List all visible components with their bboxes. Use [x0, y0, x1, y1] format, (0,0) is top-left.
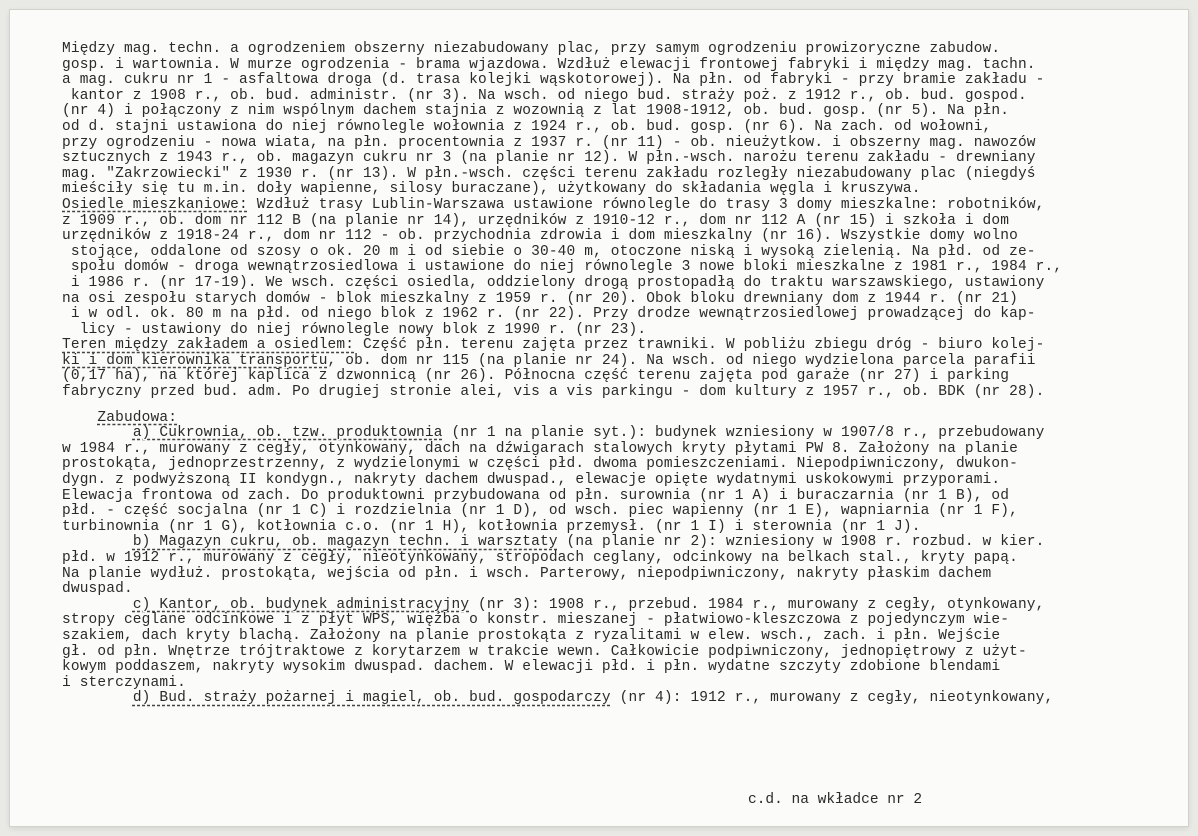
text-line: szakiem, dach kryty blachą. Założony na planie prostokąta z ryzalitami w elew. wsch., zach. i płn. Wejście: [62, 627, 1001, 644]
text-line: sztucznych z 1943 r., ob. magazyn cukru nr 3 (na planie nr 12). W płn.-wsch. narożu terenu zakładu - drewniany: [62, 150, 1036, 167]
item-heading-d: d) Bud. straży pożarnej i magiel, ob. bud. gospodarczy: [132, 690, 611, 707]
section-osiedle-first-line: [62, 198, 1194, 214]
text-line: urzędników z 1918-24 r., dom nr 112 - ob. przychodnia zdrowia i dom mieszkalny (nr 16). Wszystkie domy wolno: [62, 228, 1018, 245]
text-segment: Część płn. terenu zajęta przez trawniki. W pobliżu zbiegu dróg - biuro kolej-: [354, 337, 1045, 354]
section-heading-teren: Teren między zakładem a osiedlem:: [62, 337, 355, 354]
text-line: Między mag. techn. a ogrodzeniem obszerny niezabudowany plac, przy samym ogrodzeniu prowizoryczne zabudow.: [62, 41, 1001, 57]
text-segment: (nr 1 na planie syt.): budynek wzniesiony w 1907/8 r., przebudowany: [442, 425, 1045, 442]
text-line: a mag. cukru nr 1 - asfaltowa droga (d. trasa kolejki wąskotorowej). Na płn. od fabryki - przy bramie zakładu -: [62, 72, 1045, 89]
text-line: przy ogrodzeniu - nowa wiata, na płn. procentownia z 1937 r. (nr 11) - ob. nieużytkow. i obszerny mag. nawozów: [62, 134, 1036, 151]
text-line: stojące, oddalone od szosy o ok. 20 m i od siebie o 30-40 m, otoczone niską i wysoką zielenią. Na płd. od ze-: [62, 243, 1036, 260]
text-line: turbinownia (nr 1 G), kotłownia c.o. (nr 1 H), kotłownia przemysł. (nr 1 I) i sterownia (nr 1 J).: [62, 518, 921, 535]
text-line: gł. od płn. Wnętrze trójtraktowe z korytarzem w trakcie wewn. Całkowicie podpiwniczony, jednopiętrowy z użyt-: [62, 643, 1027, 660]
text-line: prostokąta, jednoprzestrzenny, z wydzielonymi w części płd. dwoma pomieszczeniami. Niepodpiwniczony, dwukon-: [62, 456, 1018, 473]
text-line: stropy ceglane odcinkowe i z płyt WPS, więźba o konstr. mieszanej - płatwiowo-kleszczowa z pojedynczym wie-: [62, 612, 1010, 629]
text-line: kantor z 1908 r., ob. bud. administr. (nr 3). Na wsch. od niego bud. straży poż. z 1912 r., ob. bud. gospod.: [62, 87, 1027, 104]
text-line: dwuspad.: [62, 581, 133, 598]
text-line: i w odl. ok. 80 m na płd. od niego blok z 1962 r. (nr 22). Przy drodze wewnątrzosiedlowej prowadzącej do kap-: [62, 306, 1036, 323]
text-segment: , ob. dom nr 115 (na planie nr 24). Na wsch. od niego wydzielona parcela parafii: [327, 352, 1036, 369]
item-heading-c: c) Kantor, ob. budynek administracyjny: [132, 596, 470, 613]
text-segment: (nr 3): 1908 r., przebud. 1984 r., murowany z cegły, otynkowany,: [469, 596, 1045, 613]
text-line: i sterczynami.: [62, 674, 186, 691]
item-d-first-line: [62, 691, 1194, 707]
text-line: Na planie wydłuż. prostokąta, wejścia od płn. i wsch. Parterowy, niepodpiwniczony, nakryty płaskim dachem: [62, 565, 992, 582]
text-line: (nr 4) i połączony z nim wspólnym dachem stajnia z wozownią z lat 1908-1912, ob. bud. gosp. (nr 5). Na płn.: [62, 103, 1010, 120]
text-line: od d. stajni ustawiona do niej równolegle wołownia z 1924 r., ob. bud. gosp. (nr 6). Na zach. od wołowni,: [62, 118, 992, 135]
text-line: w 1984 r., murowany z cegły, otynkowany, dach na dźwigarach stalowych kryty płytami PW 8. Założony na planie: [62, 440, 1018, 457]
underlined-text: ki i dom kierownika transportu: [62, 352, 328, 369]
text-line: płd. w 1912 r., murowany z cegły, nieotynkowany, stropodach ceglany, odcinkowy na belkach stal., kryty papą.: [62, 550, 1018, 566]
section-gap: [62, 401, 1194, 411]
item-a-first-line: [62, 426, 1194, 442]
text-segment: Wzdłuż trasy Lublin-Warszawa ustawione równolegle do trasy 3 domy mieszkalne: robotników,: [247, 196, 1045, 213]
document-page: [10, 10, 1188, 826]
continuation-note: c.d. na wkładce nr 2: [748, 792, 923, 808]
text-segment: (nr 4): 1912 r., murowany z cegły, nieotynkowany,: [610, 690, 1054, 707]
text-line: z 1909 r., ob. dom nr 112 B (na planie nr 14), urzędników z 1910-12 r., dom nr 112 A (nr 15) i szkoła i dom: [62, 212, 1010, 229]
text-segment: (na planie nr 2): wzniesiony w 1908 r. rozbud. w kier.: [557, 534, 1045, 551]
text-line: dygn. z podwyższoną II kondygn., nakryty dachem dwuspad., elewacje opięte wydatnymi uskokowymi przyporami.: [62, 472, 1001, 489]
text-line: na osi zespołu starych domów - blok mieszkalny z 1959 r. (nr 20). Obok bloku drewniany dom z 1944 r. (nr 21): [62, 290, 1018, 307]
item-heading-a: a) Cukrownia, ob. tzw. produktownia: [132, 425, 443, 442]
text-line: fabryczny przed bud. adm. Po drugiej stronie alei, vis a vis parkingu - dom kultury z 1957 r., ob. BDK (nr 28).: [62, 384, 1045, 401]
text-line: licy - ustawiony do niej równolegle nowy blok z 1990 r. (nr 23).: [62, 321, 647, 338]
text-line: płd. - część socjalna (nr 1 C) i rozdzielnia (nr 1 D), od wsch. piec wapienny (nr 1 E), wapniarnia (nr 1 F),: [62, 503, 1018, 520]
section-heading-zabudowa: Zabudowa:: [97, 409, 178, 426]
text-line: kowym poddaszem, nakryty wysokim dwuspad. dachem. W elewacji płd. i płn. wydatne szczyty zdobione blendami: [62, 659, 1001, 676]
text-line: i 1986 r. (nr 17-19). We wsch. części osiedla, oddzielony drogą prostopadłą do traktu warszawskiego, ustawiony: [62, 274, 1045, 291]
text-line: Elewacja frontowa od zach. Do produktowni przybudowana od płn. surownia (nr 1 A) i buraczarnia (nr 1 B), od: [62, 487, 1010, 504]
document-body: [62, 42, 1194, 707]
text-line: społu domów - droga wewnątrzosiedlowa i ustawione do niej równolegle 3 nowe bloki mieszkalne z 1981 r., 1984 r.,: [62, 259, 1063, 276]
text-line: mieściły się tu m.in. doły wapienne, silosy buraczane), użytkowany do składania węgla i kruszywa.: [62, 181, 921, 198]
text-line: (0,17 ha), na której kaplica z dzwonnicą (nr 26). Północna część terenu zajęta pod garaże (nr 27) i parking: [62, 368, 1010, 385]
text-line: mag. "Zakrzowiecki" z 1930 r. (nr 13). W płn.-wsch. części terenu zakładu rozległy niezabudowany plac (niegdyś: [62, 165, 1036, 182]
zabudowa-heading-line: [62, 411, 1194, 427]
item-b-first-line: [62, 535, 1194, 551]
section-teren-second-line: [62, 354, 1194, 370]
text-line: gosp. i wartownia. W murze ogrodzenia - brama wjazdowa. Wzdłuż elewacji frontowej fabryki i między mag. tachn.: [62, 56, 1036, 73]
section-heading-osiedle: Osiedle mieszkaniowe:: [62, 196, 248, 213]
item-c-first-line: [62, 598, 1194, 614]
item-heading-b: b) Magazyn cukru, ob. magazyn techn. i warsztaty: [132, 534, 558, 551]
section-teren-first-line: [62, 338, 1194, 354]
